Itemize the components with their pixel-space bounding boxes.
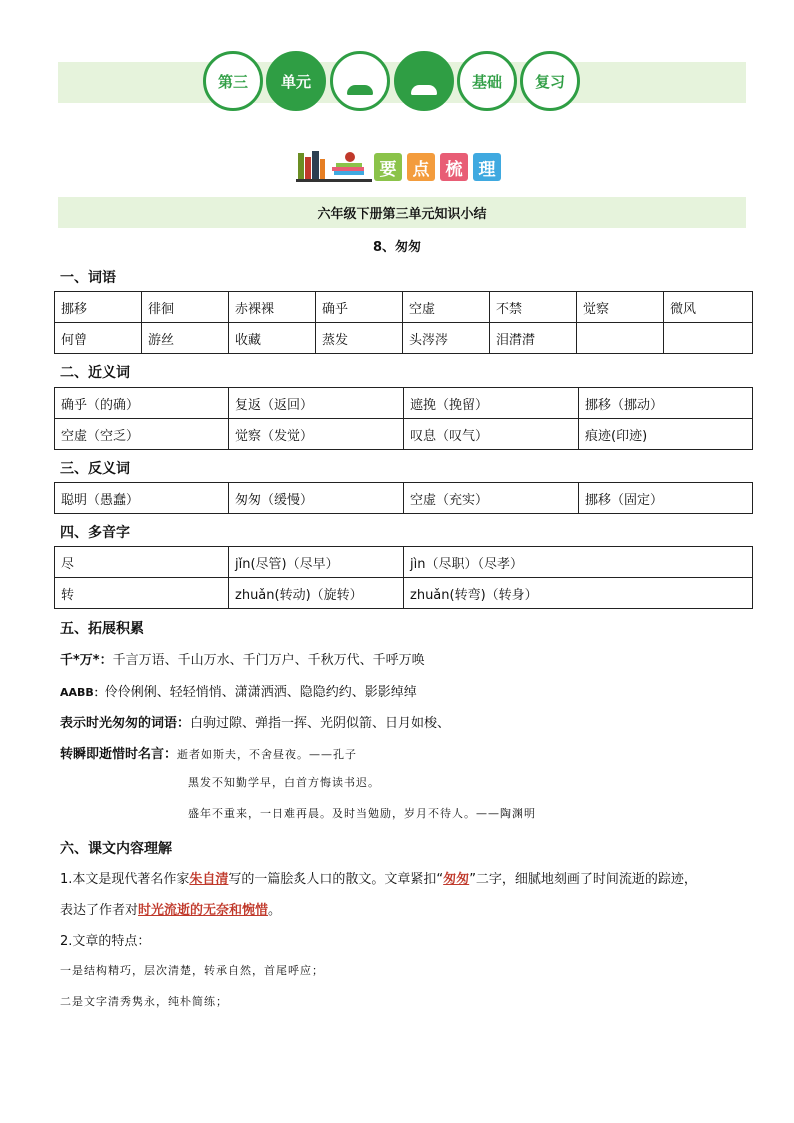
table-cell: 挪移 [55, 292, 142, 323]
header-circle-5: 基础 [457, 51, 517, 111]
header-circle-2: 单元 [266, 51, 326, 111]
title-badge-2: 点 [407, 153, 435, 181]
table-row [55, 578, 753, 609]
words-table [54, 291, 753, 354]
header-circle-3 [330, 51, 390, 111]
section-synonyms: 二、近义词 [60, 365, 130, 381]
table-cell: 聪明（愚蠢） [55, 483, 229, 514]
table-cell: 空虚（充实） [404, 483, 579, 514]
table-cell [664, 323, 753, 354]
section-understanding: 六、课文内容理解 [60, 841, 172, 857]
section-extension: 五、拓展积累 [60, 621, 144, 637]
lesson-title: 8、匆匆 [372, 240, 422, 255]
section-antonyms: 三、反义词 [60, 461, 130, 477]
understanding-para-1: 1.本文是现代著名作家朱自清写的一篇脍炙人口的散文。文章紧扣“匆匆”二字，细腻地刻画了时间流逝的踪迹， [60, 872, 697, 887]
table-row [55, 483, 753, 514]
quote-line-2: 黑发不知勤学早，白首方悔读书迟。 [188, 776, 380, 789]
table-cell: 匆匆（缓慢） [229, 483, 404, 514]
table-cell: 空虚（空乏） [55, 419, 229, 450]
table-row [55, 292, 753, 323]
table-cell: 收藏 [229, 323, 316, 354]
quote-line-3: 盛年不重来，一日难再晨。及时当勉励，岁月不待人。——陶渊明 [188, 807, 536, 820]
synonyms-table [54, 387, 753, 450]
table-cell: 遮挽（挽留） [404, 388, 579, 419]
header-circle-6: 复习 [520, 51, 580, 111]
table-row [55, 419, 753, 450]
table-cell: 何曾 [55, 323, 142, 354]
table-cell: 确乎（的确） [55, 388, 229, 419]
extension-line-3: 表示时光匆匆的词语：白驹过隙、弹指一挥、光阴似箭、日月如梭、 [60, 716, 451, 731]
table-cell: 复返（返回） [229, 388, 404, 419]
table-cell: 痕迹(印迹) [579, 419, 753, 450]
table-cell: 泪潸潸 [490, 323, 577, 354]
table-cell: 赤裸裸 [229, 292, 316, 323]
table-cell: 觉察 [577, 292, 664, 323]
books-icon [296, 147, 372, 183]
section-words: 一、词语 [60, 270, 116, 286]
title-badge-3: 梳 [440, 153, 468, 181]
extension-line-2: AABB：伶伶俐俐、轻轻悄悄、潇潇洒洒、隐隐约约、影影绰绰 [60, 685, 417, 700]
section-polyphones: 四、多音字 [60, 525, 130, 541]
table-cell: 挪移（挪动） [579, 388, 753, 419]
extension-line-1: 千*万*：千言万语、千山万水、千门万户、千秋万代、千呼万唤 [60, 653, 425, 668]
table-cell: 转 [55, 578, 229, 609]
table-cell: 挪移（固定） [579, 483, 753, 514]
table-cell: 确乎 [316, 292, 403, 323]
polyphones-table [54, 546, 753, 609]
title-badge-1: 要 [374, 153, 402, 181]
understanding-para-3: 2.文章的特点： [60, 934, 151, 949]
table-cell: 不禁 [490, 292, 577, 323]
table-cell: 蒸发 [316, 323, 403, 354]
header-circle-4 [394, 51, 454, 111]
cloud-icon [347, 85, 373, 95]
table-cell: jìn（尽职）（尽孝） [404, 547, 753, 578]
understanding-para-5: 二是文字清秀隽永，纯朴简练； [60, 995, 228, 1008]
understanding-para-4: 一是结构精巧，层次清楚，转承自然，首尾呼应； [60, 964, 324, 977]
extension-line-4: 转瞬即逝惜时名言：逝者如斯夫，不舍昼夜。——孔子 [60, 747, 358, 762]
antonyms-table [54, 482, 753, 514]
understanding-para-2: 表达了作者对时光流逝的无奈和惋惜。 [60, 903, 282, 918]
summary-title: 六年级下册第三单元知识小结 [58, 197, 746, 228]
table-cell: 觉察（发觉） [229, 419, 404, 450]
table-cell: 微风 [664, 292, 753, 323]
table-cell: 徘徊 [142, 292, 229, 323]
cloud-icon [411, 85, 437, 95]
table-row [55, 388, 753, 419]
table-cell: jǐn(尽管)（尽早） [229, 547, 404, 578]
table-cell: 游丝 [142, 323, 229, 354]
table-cell: 尽 [55, 547, 229, 578]
table-cell [577, 323, 664, 354]
table-row [55, 323, 753, 354]
table-cell: 空虚 [403, 292, 490, 323]
table-cell: zhuǎn(转动)（旋转） [229, 578, 404, 609]
header-circle-1: 第三 [203, 51, 263, 111]
table-cell: zhuǎn(转弯)（转身） [404, 578, 753, 609]
table-cell: 头涔涔 [403, 323, 490, 354]
title-badge-4: 理 [473, 153, 501, 181]
table-row [55, 547, 753, 578]
table-cell: 叹息（叹气） [404, 419, 579, 450]
